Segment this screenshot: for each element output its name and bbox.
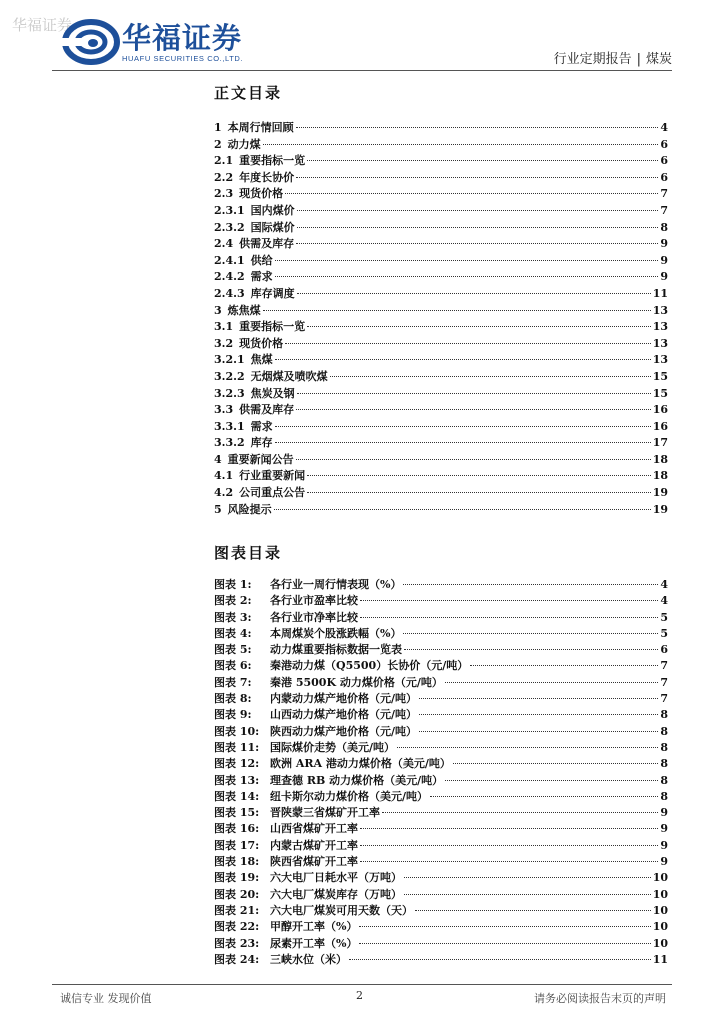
toc-entry-page: 11 [652, 286, 668, 300]
toc-entry-label: 焦炭及钢 [250, 386, 295, 400]
industry-name: 煤炭 [645, 52, 672, 67]
figure-entry[interactable] [214, 625, 668, 641]
dot-leader [296, 408, 651, 410]
header-separator: | [636, 52, 641, 67]
figure-entry[interactable] [214, 935, 668, 951]
figure-entry-number: 图表 3: [214, 610, 252, 624]
toc-entry-number: 3.3 [214, 403, 234, 417]
figure-entry-label: 六大电厂煤炭库存（万吨） [270, 887, 402, 901]
dot-leader [403, 583, 658, 585]
figure-entry-label: 秦港动力煤（Q5500）长协价（元/吨） [270, 659, 469, 673]
toc-entry[interactable] [214, 252, 668, 269]
figure-entry-page: 10 [652, 887, 668, 901]
toc-entry-label: 无烟煤及喷吹煤 [250, 369, 328, 383]
toc-entry-page: 13 [652, 353, 668, 367]
figure-entry-label: 六大电厂煤炭可用天数（天） [270, 903, 413, 917]
dot-leader [296, 126, 658, 128]
dot-leader [360, 599, 658, 601]
footer-disclaimer: 请务必阅读报告末页的声明 [534, 992, 666, 1005]
figure-entry-page: 5 [660, 610, 668, 624]
figure-entry-page: 7 [660, 692, 668, 706]
dot-leader [359, 925, 650, 927]
watermark-text: 华福证券 [12, 16, 73, 34]
toc-entry[interactable] [214, 185, 668, 202]
toc-entry-label: 国际煤价 [250, 220, 295, 234]
figure-entry-number: 图表 19: [214, 871, 260, 885]
dot-leader [296, 458, 651, 460]
dot-leader [397, 746, 658, 748]
figure-entry-number: 图表 21: [214, 903, 260, 917]
dot-leader [274, 508, 651, 510]
toc-entry[interactable] [214, 285, 668, 302]
figure-entry-number: 图表 18: [214, 855, 260, 869]
figure-entry[interactable] [214, 804, 668, 820]
figure-entry-label: 内蒙古煤矿开工率 [270, 838, 358, 852]
footer-divider [52, 984, 672, 985]
figure-entry-page: 4 [660, 578, 668, 591]
toc-entry-page: 16 [652, 419, 668, 433]
dot-leader [296, 242, 658, 244]
toc-entry[interactable] [214, 302, 668, 319]
figure-entry-label: 晋陕蒙三省煤矿开工率 [270, 806, 380, 820]
dot-leader [359, 942, 650, 944]
toc-entry-label: 供给 [250, 253, 273, 267]
dot-leader [360, 860, 658, 862]
toc-entry-label: 需求 [250, 419, 273, 433]
figure-entry-page: 8 [660, 773, 668, 787]
figure-entry-label: 山西省煤矿开工率 [270, 822, 358, 836]
figure-entry-label: 山西动力煤产地价格（元/吨） [270, 708, 418, 722]
figure-entry-page: 11 [652, 952, 668, 966]
figure-entry-number: 图表 9: [214, 708, 252, 722]
figure-entry-label: 三峡水位（米） [270, 952, 347, 966]
dot-leader [296, 176, 658, 178]
dot-leader [285, 342, 651, 344]
dot-leader [360, 844, 658, 846]
figure-entry[interactable] [214, 820, 668, 836]
figure-entry[interactable] [214, 657, 668, 673]
report-category [554, 48, 672, 67]
dot-leader [307, 159, 658, 161]
toc-entry-number: 3 [214, 303, 222, 317]
dot-leader [307, 491, 651, 493]
toc-entry[interactable] [214, 202, 668, 219]
figure-entry[interactable] [214, 739, 668, 755]
figure-entry-label: 欧洲 ARA 港动力煤价格（美元/吨） [270, 757, 451, 771]
toc-entry-page: 13 [652, 336, 668, 350]
figure-entry-number: 图表 24: [214, 952, 260, 966]
dot-leader [403, 632, 658, 634]
toc-entry-number: 2.4.2 [214, 270, 245, 284]
figure-entry-number: 图表 14: [214, 789, 260, 803]
toc-entry-page: 15 [652, 386, 668, 400]
toc-entry-page: 18 [652, 452, 668, 466]
figure-entry[interactable] [214, 788, 668, 804]
figure-entry-label: 各行业市盈率比较 [270, 594, 358, 608]
toc-entry-label: 现货价格 [239, 187, 284, 201]
dot-leader [307, 325, 651, 327]
dot-leader [349, 958, 651, 960]
toc-entry[interactable] [214, 368, 668, 385]
toc-entry-number: 3.1 [214, 320, 234, 334]
figure-entry-number: 图表 17: [214, 838, 260, 852]
figure-entry[interactable] [214, 853, 668, 869]
figure-entry-label: 理查德 RB 动力煤价格（美元/吨） [270, 773, 444, 787]
dot-leader [430, 795, 658, 797]
toc-entry-number: 2.4.3 [214, 286, 245, 300]
figure-entry-number: 图表 8: [214, 692, 252, 706]
toc-entry-number: 1 [214, 121, 222, 134]
figure-entry-label: 纽卡斯尔动力煤价格（美元/吨） [270, 789, 429, 803]
toc-entry-number: 3.3.2 [214, 436, 245, 450]
toc-entry[interactable] [214, 318, 668, 335]
toc-entry[interactable] [214, 119, 668, 136]
toc-entry-label: 重要指标一览 [239, 320, 306, 334]
toc-entry-label: 需求 [250, 270, 273, 284]
toc-entry-number: 5 [214, 502, 222, 516]
toc-entry-page: 6 [660, 137, 668, 151]
toc-entry-label: 供需及库存 [239, 403, 295, 417]
figure-entry-page: 7 [660, 659, 668, 673]
dot-leader [297, 209, 658, 211]
toc-entry-page: 16 [652, 403, 668, 417]
figure-entry[interactable] [214, 723, 668, 739]
toc-entry[interactable] [214, 434, 668, 451]
figure-entry-page: 10 [652, 903, 668, 917]
toc-entry[interactable] [214, 136, 668, 153]
footer-slogan: 诚信专业 发现价值 [60, 992, 152, 1005]
toc-entry[interactable] [214, 235, 668, 252]
dot-leader [419, 697, 658, 699]
figure-entry-number: 图表 16: [214, 822, 260, 836]
dot-leader [404, 893, 651, 895]
figure-entry[interactable] [214, 951, 668, 967]
toc-entry-page: 9 [660, 270, 668, 284]
figure-entry[interactable] [214, 609, 668, 625]
logo-swirl-icon [62, 16, 120, 68]
figures-list [214, 576, 668, 967]
toc-entry-label: 库存 [250, 436, 273, 450]
toc-entry[interactable] [214, 335, 668, 352]
dot-leader [307, 474, 651, 476]
dot-leader [404, 648, 658, 650]
figure-entry[interactable] [214, 902, 668, 918]
toc-entry[interactable] [214, 268, 668, 285]
figure-entry-label: 甲醇开工率（%） [270, 920, 358, 934]
figure-entry[interactable] [214, 674, 668, 690]
company-logo [62, 16, 272, 68]
toc-entry-number: 3.3.1 [214, 419, 245, 433]
toc-entry-label: 库存调度 [250, 286, 295, 300]
figure-entry-page: 8 [660, 757, 668, 771]
figure-entry-page: 8 [660, 724, 668, 738]
toc-entry-label: 本周行情回顾 [227, 121, 294, 134]
figure-entry-page: 10 [652, 936, 668, 950]
toc-entry-label: 国内煤价 [250, 203, 295, 217]
dot-leader [415, 909, 651, 911]
toc-entry-label: 供需及库存 [239, 237, 295, 251]
figure-entry-label: 尿素开工率（%） [270, 936, 358, 950]
figure-entry-number: 图表 20: [214, 887, 260, 901]
dot-leader [382, 811, 658, 813]
dot-leader [297, 226, 658, 228]
figure-entry-label: 各行业一周行情表现（%） [270, 578, 402, 591]
toc-entry[interactable] [214, 152, 668, 169]
figure-entry-page: 9 [660, 855, 668, 869]
dot-leader [360, 616, 658, 618]
figure-entry-number: 图表 2: [214, 594, 252, 608]
toc-entry-page: 6 [660, 154, 668, 168]
figure-entry-number: 图表 23: [214, 936, 260, 950]
toc-entry[interactable] [214, 169, 668, 186]
toc-entry-page: 18 [652, 469, 668, 483]
figure-entry-number: 图表 7: [214, 675, 252, 689]
dot-leader [419, 730, 658, 732]
toc-entry[interactable] [214, 484, 668, 501]
toc-entry[interactable] [214, 467, 668, 484]
figure-entry-page: 10 [652, 920, 668, 934]
toc-entry-label: 重要新闻公告 [227, 452, 294, 466]
toc-entry-page: 19 [652, 486, 668, 500]
toc-entry[interactable] [214, 401, 668, 418]
toc-entry-label: 风险提示 [227, 502, 272, 516]
page-number: 2 [356, 989, 363, 1002]
figure-entry-number: 图表 6: [214, 659, 252, 673]
figure-entry-page: 9 [660, 806, 668, 820]
toc-entry-page: 13 [652, 320, 668, 334]
figure-entry-label: 陕西动力煤产地价格（元/吨） [270, 724, 418, 738]
figure-entry-number: 图表 22: [214, 920, 260, 934]
logo-chinese-name: 华福证券 [122, 21, 243, 55]
toc-entry[interactable] [214, 351, 668, 368]
toc-entry-number: 4.1 [214, 469, 234, 483]
figure-entry-number: 图表 12: [214, 757, 260, 771]
figure-entry-number: 图表 1: [214, 578, 252, 591]
figure-entry-page: 9 [660, 838, 668, 852]
figure-entry[interactable] [214, 576, 668, 592]
toc-list [214, 119, 668, 517]
toc-entry-page: 7 [660, 187, 668, 201]
figure-entry-page: 6 [660, 643, 668, 657]
figure-entry-page: 8 [660, 789, 668, 803]
toc-entry-page: 19 [652, 502, 668, 516]
toc-entry-number: 2 [214, 137, 222, 151]
toc-entry-page: 9 [660, 253, 668, 267]
toc-entry-page: 17 [652, 436, 668, 450]
toc-entry-label: 行业重要新闻 [239, 469, 306, 483]
figure-entry-label: 动力煤重要指标数据一览表 [270, 643, 402, 657]
dot-leader [453, 762, 658, 764]
toc-entry-number: 2.1 [214, 154, 234, 168]
toc-entry[interactable] [214, 219, 668, 236]
toc-entry-number: 2.3.2 [214, 220, 245, 234]
figure-entry[interactable] [214, 918, 668, 934]
toc-entry[interactable] [214, 418, 668, 435]
logo-english-name: HUAFU SECURITIES CO.,LTD. [122, 54, 244, 63]
dot-leader [445, 779, 658, 781]
toc-entry-number: 3.2.2 [214, 369, 245, 383]
toc-entry-label: 焦煤 [250, 353, 273, 367]
toc-entry-page: 9 [660, 237, 668, 251]
figure-entry[interactable] [214, 690, 668, 706]
figure-entry-page: 10 [652, 871, 668, 885]
dot-leader [419, 713, 658, 715]
dot-leader [404, 876, 651, 878]
toc-entry-number: 4.2 [214, 486, 234, 500]
dot-leader [263, 143, 658, 145]
toc-entry-label: 重要指标一览 [239, 154, 306, 168]
dot-leader [445, 681, 658, 683]
toc-entry-page: 7 [660, 203, 668, 217]
toc-entry-label: 动力煤 [227, 137, 261, 151]
toc-entry-number: 3.2 [214, 336, 234, 350]
figure-entry[interactable] [214, 592, 668, 608]
figure-entry-label: 秦港 5500K 动力煤价格（元/吨） [270, 675, 443, 689]
figure-entry[interactable] [214, 837, 668, 853]
toc-entry-number: 2.3 [214, 187, 234, 201]
figure-entry-label: 内蒙动力煤产地价格（元/吨） [270, 692, 418, 706]
toc-entry-number: 4 [214, 452, 222, 466]
figure-entry-page: 4 [660, 594, 668, 608]
toc-entry[interactable] [214, 385, 668, 402]
toc-entry-label: 年度长协价 [239, 170, 295, 184]
dot-leader [275, 259, 658, 261]
header-divider [52, 70, 672, 71]
dot-leader [330, 375, 651, 377]
figure-entry-label: 国际煤价走势（美元/吨） [270, 740, 396, 754]
figure-entry-page: 9 [660, 822, 668, 836]
figure-entry[interactable] [214, 755, 668, 771]
dot-leader [275, 425, 651, 427]
figure-entry[interactable] [214, 886, 668, 902]
toc-entry-page: 6 [660, 170, 668, 184]
toc-entry-number: 3.2.1 [214, 353, 245, 367]
figure-entry-number: 图表 5: [214, 643, 252, 657]
toc-entry-label: 炼焦煤 [227, 303, 261, 317]
toc-entry[interactable] [214, 501, 668, 518]
dot-leader [285, 192, 658, 194]
figure-entry-number: 图表 4: [214, 626, 252, 640]
figures-title: 图表目录 [214, 544, 283, 562]
figure-entry[interactable] [214, 869, 668, 885]
toc-entry-page: 15 [652, 369, 668, 383]
figure-entry-page: 5 [660, 626, 668, 640]
toc-entry-label: 公司重点公告 [239, 486, 306, 500]
toc-entry-number: 2.3.1 [214, 203, 245, 217]
figure-entry-label: 本周煤炭个股涨跌幅（%） [270, 626, 402, 640]
toc-entry-number: 2.2 [214, 170, 234, 184]
report-type: 行业定期报告 [553, 52, 632, 67]
toc-entry-label: 现货价格 [239, 336, 284, 350]
dot-leader [470, 664, 658, 666]
toc-entry-number: 2.4 [214, 237, 234, 251]
figure-entry-page: 7 [660, 675, 668, 689]
dot-leader [275, 441, 651, 443]
dot-leader [263, 309, 651, 311]
toc-entry[interactable] [214, 451, 668, 468]
figure-entry-label: 六大电厂日耗水平（万吨） [270, 871, 402, 885]
figure-entry-page: 8 [660, 708, 668, 722]
figure-entry-label: 陕西省煤矿开工率 [270, 855, 358, 869]
figure-entry-number: 图表 13: [214, 773, 260, 787]
figure-entry[interactable] [214, 706, 668, 722]
toc-entry-number: 2.4.1 [214, 253, 245, 267]
figure-entry-label: 各行业市净率比较 [270, 610, 358, 624]
figure-entry[interactable] [214, 772, 668, 788]
dot-leader [297, 292, 651, 294]
figure-entry[interactable] [214, 641, 668, 657]
dot-leader [297, 392, 651, 394]
figure-entry-page: 8 [660, 740, 668, 754]
dot-leader [360, 827, 658, 829]
figure-entry-number: 图表 10: [214, 724, 260, 738]
dot-leader [275, 275, 658, 277]
toc-entry-page: 13 [652, 303, 668, 317]
toc-entry-page: 4 [660, 121, 668, 134]
figure-entry-number: 图表 11: [214, 740, 260, 754]
figure-entry-number: 图表 15: [214, 806, 260, 820]
toc-entry-number: 3.2.3 [214, 386, 245, 400]
toc-title: 正文目录 [214, 84, 283, 102]
dot-leader [275, 358, 651, 360]
toc-entry-page: 8 [660, 220, 668, 234]
